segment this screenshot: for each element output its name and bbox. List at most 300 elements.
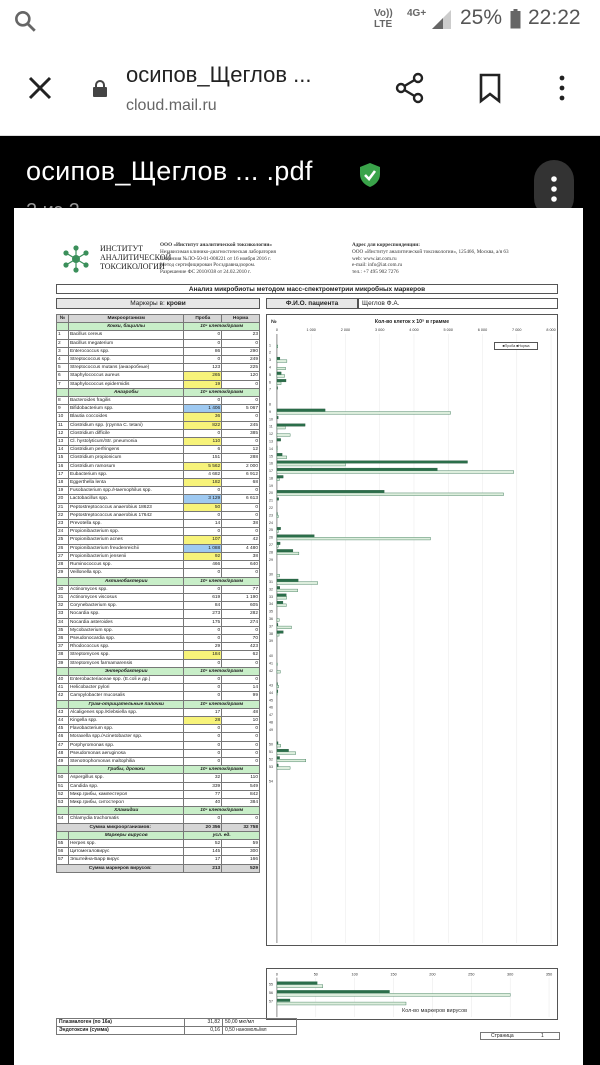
organism-name: Streptomyces farmamarensis	[68, 659, 184, 667]
norm-value: 288	[222, 454, 260, 462]
row-number: 17	[57, 470, 69, 478]
sum-label: Сумма микроорганизмов:	[57, 823, 184, 831]
organism-name: Peptostreptococcus anaerobius 18623	[68, 503, 184, 511]
norm-bar	[277, 589, 298, 592]
table-row	[57, 790, 260, 798]
table-row	[57, 815, 260, 823]
probe-value: 0	[184, 725, 222, 733]
organism-name: Eubacterium spp.	[68, 470, 184, 478]
probe-value: 1 406	[184, 405, 222, 413]
probe-bar	[277, 424, 305, 427]
chart-row-number: 5	[268, 372, 271, 377]
virus-name: Эпштейна-Барр вирус	[68, 856, 184, 864]
norm-value: 0	[222, 438, 260, 446]
norm-bar	[277, 456, 287, 459]
norm-value: 0	[222, 511, 260, 519]
virus-name: Herpes spp.	[68, 840, 184, 848]
group-name: Анаэробы	[68, 388, 184, 396]
chart-row-number: 30	[268, 572, 273, 577]
row-number: 22	[57, 511, 69, 519]
table-row	[57, 438, 260, 446]
probe-value: 273	[184, 610, 222, 618]
table-row	[57, 446, 260, 454]
chart-row-number: 34	[268, 602, 273, 607]
norm-bar	[277, 426, 285, 429]
organization-info: ООО «Институт аналитической токсикологии» Независимая клинико-диагностическая лаборатория Лицензия №ЛО-50-01-008221 от 16 ноября 2016 г. Метод сертифицирован Росздравнадзором. Разрешение ФС 2010/038 от 24.02.2010 г.	[160, 242, 276, 276]
table-row	[57, 708, 260, 716]
page-url[interactable]: cloud.mail.ru	[126, 97, 217, 114]
norm-bar	[277, 604, 286, 607]
norm-bar	[277, 597, 287, 600]
row-number: 10	[57, 413, 69, 421]
sum-norm: 32 758	[222, 823, 260, 831]
probe-bar	[277, 764, 278, 767]
probe-value: 52	[184, 840, 222, 848]
row-number: 38	[57, 651, 69, 659]
virus-tick-label: 100	[351, 972, 358, 977]
row-number: 44	[57, 716, 69, 724]
chart-row-number: 43	[268, 683, 273, 688]
probe-value: 17	[184, 708, 222, 716]
norm-value: 274	[222, 618, 260, 626]
chart-row-number: 4	[268, 365, 271, 370]
organism-name: Propionibacterium acnes	[68, 536, 184, 544]
probe-value: 29	[184, 643, 222, 651]
group-name: Энтеробактерии	[68, 667, 184, 675]
norm-bar	[277, 367, 286, 370]
norm-value: 282	[222, 610, 260, 618]
chart-row-number: 46	[268, 705, 273, 710]
norm-value: 166	[222, 856, 260, 864]
more-options-icon[interactable]	[552, 70, 572, 106]
organism-name: Fusobacterium spp./Haemophilus spp.	[68, 487, 184, 495]
chart-row-number: 41	[268, 661, 273, 666]
chart-row-number: 21	[268, 498, 273, 503]
organism-name: Enterococcus spp.	[68, 347, 184, 355]
chart-row-number: 24	[268, 520, 273, 525]
table-row	[57, 733, 260, 741]
norm-value: 59	[222, 840, 260, 848]
row-number: 51	[57, 782, 69, 790]
norm-value: 77	[222, 585, 260, 593]
organism-name: Staphylococcus aureus	[68, 372, 184, 380]
norm-value: 0	[222, 733, 260, 741]
chart-row-number: 12	[268, 432, 273, 437]
probe-bar	[277, 468, 437, 471]
group-spacer	[57, 323, 69, 331]
search-icon[interactable]	[12, 8, 38, 34]
probe-bar	[277, 579, 298, 582]
close-icon[interactable]	[22, 70, 58, 106]
chart-row-number: 17	[268, 469, 273, 474]
norm-value: 70	[222, 634, 260, 642]
chart-row-number: 23	[268, 513, 273, 518]
row-number: 25	[57, 536, 69, 544]
row-number: 8	[57, 397, 69, 405]
group-name: Кокки, бациллы	[68, 323, 184, 331]
virus-tick-label: 0	[275, 972, 278, 977]
probe-value: 4 682	[184, 470, 222, 478]
norm-bar	[277, 685, 279, 688]
chart-row-number: 8	[268, 402, 271, 407]
browser-toolbar	[0, 40, 600, 136]
norm-value: 110	[222, 774, 260, 782]
probe-bar	[277, 379, 286, 382]
norm-value: 4 480	[222, 544, 260, 552]
norm-value: 300	[222, 848, 260, 856]
norm-value: 245	[222, 421, 260, 429]
table-row	[57, 774, 260, 782]
norm-value: 290	[222, 347, 260, 355]
organism-name: Ruminococcus spp.	[68, 561, 184, 569]
bookmark-icon[interactable]	[472, 70, 508, 106]
probe-value: 145	[184, 848, 222, 856]
table-row	[57, 725, 260, 733]
probe-value: 0	[184, 626, 222, 634]
chart-tick-label: 8 000	[546, 327, 556, 332]
virus-unit: усл. ед.	[184, 831, 260, 839]
organism-name: Микр.грибы, кампестерол	[68, 790, 184, 798]
probe-value: 40	[184, 798, 222, 806]
row-number: 15	[57, 454, 69, 462]
row-number: 31	[57, 593, 69, 601]
organism-name: Corynebacterium spp.	[68, 602, 184, 610]
probe-value: 5 562	[184, 462, 222, 470]
row-number: 13	[57, 438, 69, 446]
probe-value: 0	[184, 675, 222, 683]
probe-value: 0	[184, 569, 222, 577]
probe-bar	[277, 372, 281, 375]
norm-bar	[277, 574, 280, 577]
probe-value: 77	[184, 790, 222, 798]
probe-value: 28	[184, 716, 222, 724]
virus-header-row	[57, 831, 260, 839]
probe-bar	[277, 527, 281, 530]
virus-sum-norm: 529	[222, 864, 260, 872]
group-spacer	[57, 577, 69, 585]
organism-name: Микр.грибы, ситостерол	[68, 798, 184, 806]
organism-name: Propionibacterium freudenreichii	[68, 544, 184, 552]
row-number: 16	[57, 462, 69, 470]
share-icon[interactable]	[392, 70, 428, 106]
virus-row	[57, 856, 260, 864]
lock-icon	[92, 80, 108, 98]
norm-bar	[277, 382, 281, 385]
probe-value: 0	[184, 684, 222, 692]
norm-value: 0	[222, 380, 260, 388]
group-unit: 10⁵ клеток/грамм	[184, 667, 260, 675]
probe-value: 6	[184, 446, 222, 454]
chart-row-number: 28	[268, 550, 273, 555]
table-row	[57, 339, 260, 347]
norm-value: 5 067	[222, 405, 260, 413]
group-unit: 10⁵ клеток/грамм	[184, 766, 260, 774]
chart-row-number: 31	[268, 580, 273, 585]
row-number: 52	[57, 790, 69, 798]
organism-name: Candida spp.	[68, 782, 184, 790]
organism-name: Clostridium ramosum	[68, 462, 184, 470]
row-number: 18	[57, 479, 69, 487]
institute-name: ИНСТИТУТ АНАЛИТИЧЕСКОЙ ТОКСИКОЛОГИИ	[100, 244, 172, 271]
probe-value: 184	[184, 651, 222, 659]
table-row	[57, 503, 260, 511]
group-spacer	[57, 807, 69, 815]
sum-probe: 20 356	[184, 823, 222, 831]
norm-value: 0	[222, 757, 260, 765]
table-row	[57, 528, 260, 536]
chart-row-number: 19	[268, 483, 273, 488]
clock: 22:22	[528, 6, 581, 29]
row-number: 35	[57, 626, 69, 634]
chart-row-number: 3	[268, 358, 271, 363]
norm-bar	[277, 626, 291, 629]
table-row	[57, 536, 260, 544]
row-number: 57	[57, 856, 69, 864]
table-row	[57, 487, 260, 495]
chart-row-number: 2	[268, 350, 271, 355]
chart-number-header: №	[270, 319, 277, 325]
norm-value: 42	[222, 536, 260, 544]
table-row	[57, 643, 260, 651]
organism-name: Clostridium spp. (группа C. tetani)	[68, 421, 184, 429]
chart-row-number: 22	[268, 506, 273, 511]
norm-bar	[277, 463, 346, 466]
probe-bar	[277, 498, 279, 501]
table-row	[57, 364, 260, 372]
row-number: 45	[57, 725, 69, 733]
address-info: Адрес для корреспонденции: ООО «Институт аналитической токсикологии», 125466, Москва, а/я 63 web: www.iat.com.ru e-mail: info@iat.com.ru тел.: +7 495 902 7276	[352, 242, 509, 276]
virus-tick-label: 250	[468, 972, 475, 977]
table-row	[57, 429, 260, 437]
chart-row-number: 14	[268, 446, 273, 451]
group-spacer	[57, 831, 69, 839]
chart-row-number: 40	[268, 653, 273, 658]
norm-value: 0	[222, 749, 260, 757]
chart-tick-label: 1 000	[306, 327, 316, 332]
virus-probe-bar	[277, 982, 317, 985]
norm-value: 99	[222, 692, 260, 700]
chart-title: Кол-во клеток х 10⁵ в грамме	[374, 318, 450, 325]
norm-value: 225	[222, 364, 260, 372]
norm-value: 0	[222, 503, 260, 511]
norm-value: 0	[222, 659, 260, 667]
probe-value: 19	[184, 380, 222, 388]
norm-value: 62	[222, 651, 260, 659]
row-number: 32	[57, 602, 69, 610]
group-name: Актинобактерии	[68, 577, 184, 585]
norm-bar	[277, 434, 290, 437]
row-number: 46	[57, 733, 69, 741]
norm-value: 12	[222, 446, 260, 454]
table-row	[57, 454, 260, 462]
chart-row-number: 25	[268, 528, 273, 533]
norm-value: 549	[222, 782, 260, 790]
probe-bar	[277, 586, 280, 589]
table-row	[57, 347, 260, 355]
norm-value: 68	[222, 479, 260, 487]
norm-value: 605	[222, 602, 260, 610]
probe-value: 182	[184, 479, 222, 487]
group-header-row	[57, 577, 260, 585]
chart-tick-label: 5 000	[443, 327, 453, 332]
virus-header: Маркеры вирусов	[68, 831, 184, 839]
group-unit: 10⁵ клеток/грамм	[184, 577, 260, 585]
virus-norm-bar	[277, 1002, 406, 1005]
norm-value: 0	[222, 487, 260, 495]
chart-row-number: 9	[268, 409, 271, 414]
probe-bar	[277, 535, 314, 538]
probe-value: 14	[184, 520, 222, 528]
probe-value: 0	[184, 356, 222, 364]
virus-tick-label: 350	[545, 972, 553, 977]
row-number: 54	[57, 815, 69, 823]
virus-sum-probe: 213	[184, 864, 222, 872]
row-number: 1	[57, 331, 69, 339]
probe-bar	[277, 453, 282, 456]
organism-name: Bacteroides fragilis	[68, 397, 184, 405]
group-unit: 10⁵ клеток/грамм	[184, 323, 260, 331]
row-number: 30	[57, 585, 69, 593]
table-row	[57, 520, 260, 528]
organism-name: Stenotrophomonas maltophilia	[68, 757, 184, 765]
chart-row-number: 38	[268, 631, 273, 636]
group-spacer	[57, 766, 69, 774]
probe-bar	[277, 416, 278, 419]
virus-name: Цитомегаловирус	[68, 848, 184, 856]
probe-bar	[277, 683, 278, 686]
row-number: 40	[57, 675, 69, 683]
probe-value: 0	[184, 339, 222, 347]
norm-bar	[277, 375, 285, 378]
chart-row-number: 16	[268, 461, 273, 466]
norm-value: 423	[222, 643, 260, 651]
table-row	[57, 585, 260, 593]
row-number: 42	[57, 692, 69, 700]
row-number: 9	[57, 405, 69, 413]
probe-value: 36	[184, 413, 222, 421]
row-number: 6	[57, 372, 69, 380]
norm-bar	[277, 582, 318, 585]
probe-bar	[277, 631, 283, 634]
status-bar	[0, 0, 600, 40]
row-number: 36	[57, 634, 69, 642]
patient-name: Щеглов Ф.А.	[358, 298, 558, 309]
table-row	[57, 593, 260, 601]
chart-row-number: 20	[268, 491, 273, 496]
virus-sum-label: Сумма маркеров вирусов:	[57, 864, 184, 872]
group-spacer	[57, 388, 69, 396]
virus-row-number: 55	[268, 982, 273, 987]
organism-name: Bacillus cereus	[68, 331, 184, 339]
group-header-row	[57, 388, 260, 396]
organism-name: Chlamydia trachomatis	[68, 815, 184, 823]
probe-value: 619	[184, 593, 222, 601]
organism-name: Helicobacter pylori	[68, 684, 184, 692]
norm-value: 249	[222, 356, 260, 364]
table-row	[57, 552, 260, 560]
norm-value: 385	[222, 429, 260, 437]
chart-row-number: 45	[268, 698, 273, 703]
organism-name: Nocardia spp.	[68, 610, 184, 618]
institute-logo-icon	[56, 242, 96, 276]
material-row: Маркеры в: крови	[56, 298, 260, 309]
signal-icon	[430, 8, 452, 30]
organism-name: Actinomyces spp.	[68, 585, 184, 593]
organism-name: Clostridium perfringens	[68, 446, 184, 454]
table-row	[57, 561, 260, 569]
probe-value: 32	[184, 774, 222, 782]
row-number: 41	[57, 684, 69, 692]
row-number: 50	[57, 774, 69, 782]
norm-value: 120	[222, 372, 260, 380]
row-number: 55	[57, 840, 69, 848]
chart-legend: ■Проба ■Норма	[494, 342, 538, 350]
organism-name: Kingella spp.	[68, 716, 184, 724]
endotoxin-norm: 0,50 наномоль/мл	[223, 1027, 297, 1035]
norm-bar	[277, 670, 280, 673]
plasmalogen-label: Плазмалоген (по 16а)	[57, 1019, 185, 1027]
organism-name: Bacillus megaterium	[68, 339, 184, 347]
chart-tick-label: 4 000	[409, 327, 419, 332]
norm-value: 48	[222, 708, 260, 716]
organism-name: Enterobacteriaceae spp. (E.coli и др.)	[68, 675, 184, 683]
norm-bar	[277, 759, 306, 762]
group-header-row	[57, 323, 260, 331]
virus-norm-bar	[277, 993, 510, 996]
col-n: №	[57, 315, 69, 323]
probe-value: 0	[184, 659, 222, 667]
virus-row-number: 56	[268, 991, 273, 995]
chart-row-number: 13	[268, 439, 273, 444]
probe-bar	[277, 490, 384, 493]
chart-row-number: 1	[268, 343, 271, 348]
probe-value: 151	[184, 454, 222, 462]
table-row	[57, 511, 260, 519]
norm-value: 6 613	[222, 495, 260, 503]
group-unit: 10⁵ клеток/грамм	[184, 700, 260, 708]
norm-bar	[277, 619, 279, 622]
probe-value: 0	[184, 733, 222, 741]
norm-value: 640	[222, 561, 260, 569]
probe-value: 175	[184, 618, 222, 626]
norm-bar	[277, 537, 431, 540]
row-number: 2	[57, 339, 69, 347]
row-number: 34	[57, 618, 69, 626]
norm-value: 842	[222, 790, 260, 798]
table-row	[57, 397, 260, 405]
table-row	[57, 413, 260, 421]
virus-tick-label: 50	[313, 972, 318, 977]
endotoxin-value: 0,16	[185, 1027, 223, 1035]
norm-value: 0	[222, 626, 260, 634]
microorganism-table	[56, 314, 260, 873]
probe-value: 0	[184, 741, 222, 749]
organism-name: Alcaligenes spp./Klebsiella spp.	[68, 708, 184, 716]
row-number: 43	[57, 708, 69, 716]
probe-value: 123	[184, 364, 222, 372]
table-row	[57, 405, 260, 413]
norm-bar	[277, 478, 279, 481]
probe-bar	[277, 357, 280, 360]
probe-bar	[277, 475, 283, 478]
sum-row	[57, 823, 260, 831]
organism-name: Rhodococcus spp.	[68, 643, 184, 651]
probe-value: 0	[184, 511, 222, 519]
probe-value: 110	[184, 438, 222, 446]
probe-value: 0	[184, 331, 222, 339]
group-name: Грибы, дрожжи	[68, 766, 184, 774]
table-row	[57, 651, 260, 659]
